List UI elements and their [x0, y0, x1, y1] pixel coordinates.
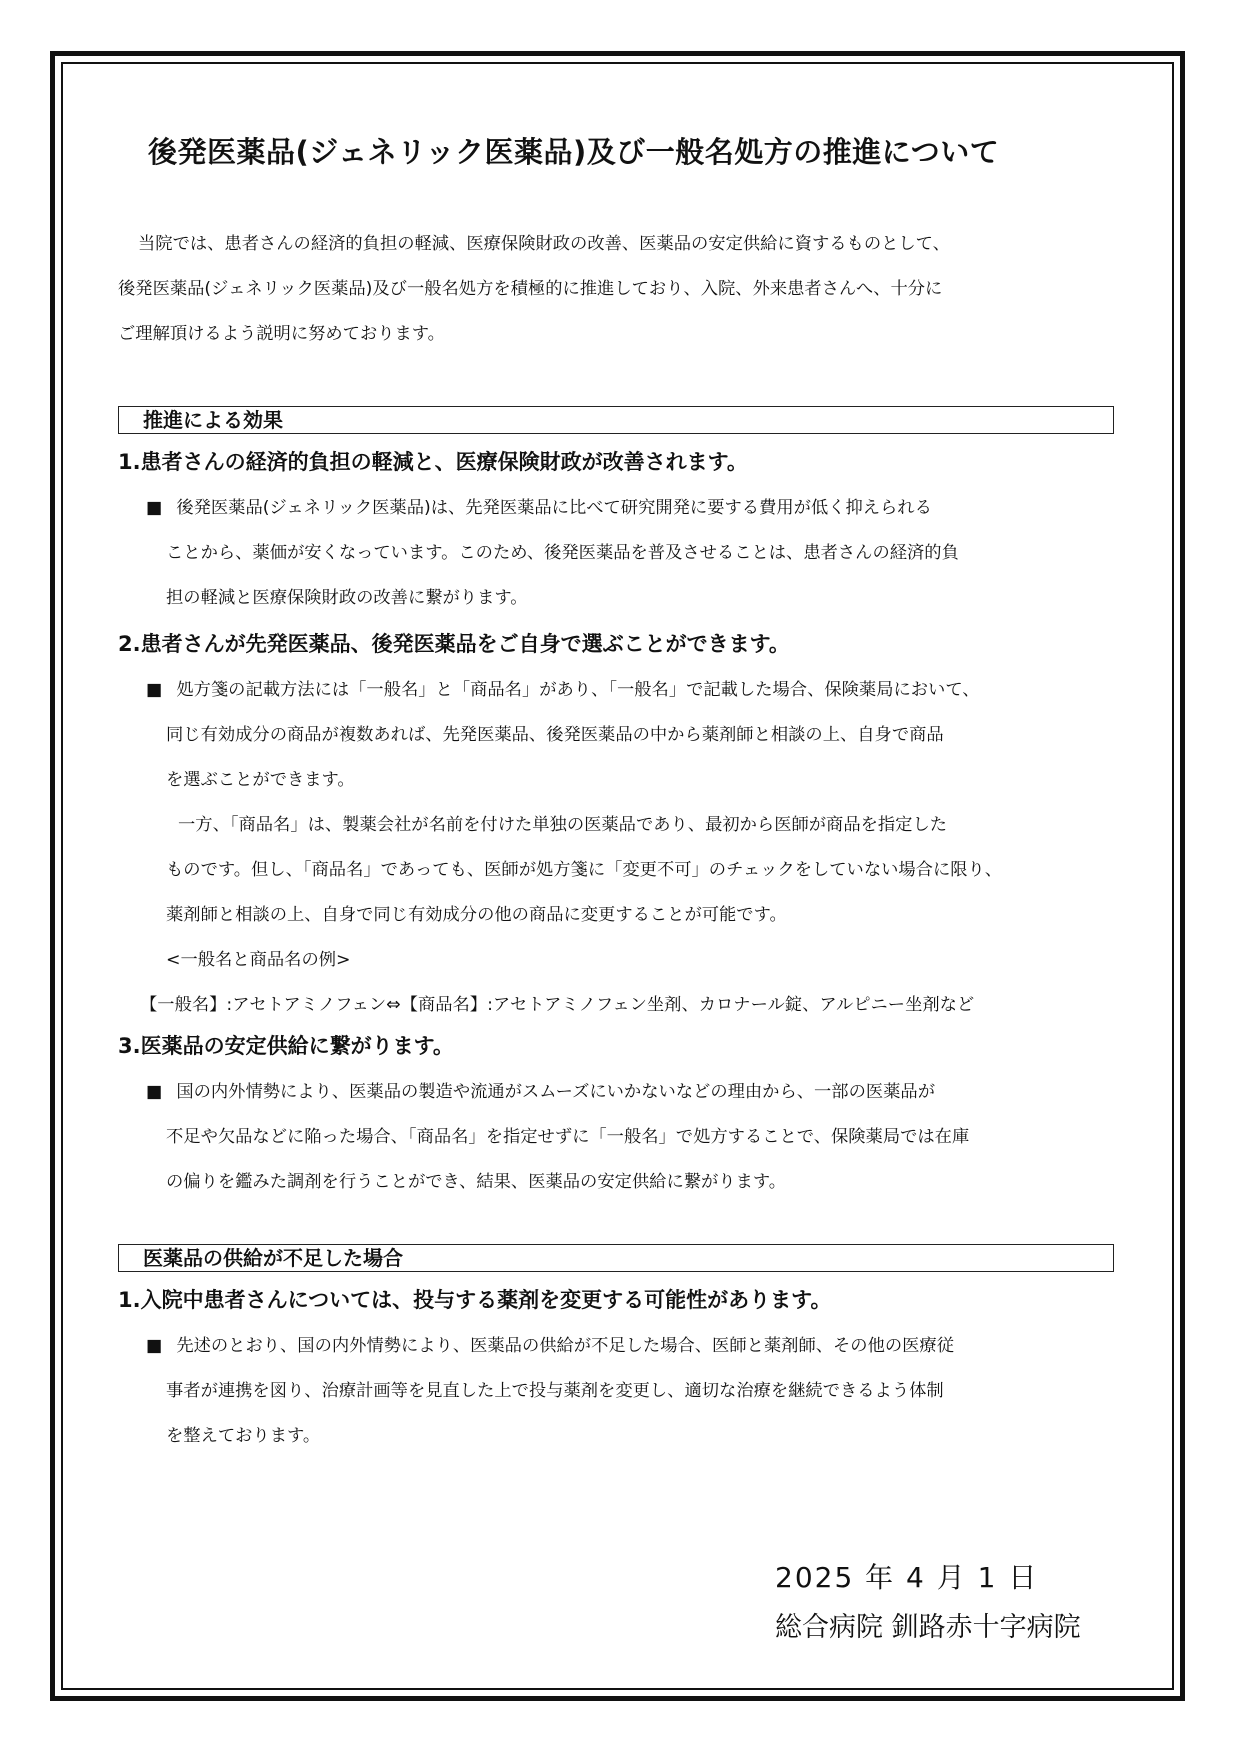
paragraph-line: 薬剤師と相談の上、自身で同じ有効成分の他の商品に変更することが可能です。	[166, 905, 787, 925]
paragraph-line: 同じ有効成分の商品が複数あれば、先発医薬品、後発医薬品の中から薬剤師と相談の上、自身で商品	[166, 725, 944, 745]
paragraph-3	[146, 1070, 1126, 1205]
paragraph-line: ■ 先述のとおり、国の内外情勢により、医薬品の供給が不足した場合、医師と薬剤師、その他の医療従	[146, 1336, 954, 1356]
bullet-icon: ■	[146, 1082, 163, 1102]
example-line: 【一般名】:アセトアミノフェン⇔【商品名】:アセトアミノフェン坐剤、カロナール錠、アルピニー坐剤など	[140, 995, 975, 1015]
bullet-icon: ■	[146, 1336, 163, 1356]
paragraph-line: ■ 国の内外情勢により、医薬品の製造や流通がスムーズにいかないなどの理由から、一部の医薬品が	[146, 1082, 935, 1102]
heading-shortage-1: 1.入院中患者さんについては、投与する薬剤を変更する可能性があります。	[118, 1288, 832, 1312]
example-caption: <一般名と商品名の例>	[166, 950, 351, 970]
paragraph-line: 事者が連携を図り、治療計画等を見直した上で投与薬剤を変更し、適切な治療を継続できるよう体制	[166, 1381, 944, 1401]
intro-line: ご理解頂けるよう説明に努めております。	[118, 324, 445, 344]
paragraph-line: 一方、「商品名」は、製薬会社が名前を付けた単独の医薬品であり、最初から医師が商品を指定した	[178, 815, 948, 835]
paragraph-line: を選ぶことができます。	[166, 770, 355, 790]
paragraph-line: ■ 処方箋の記載方法には「一般名」と「商品名」があり、「一般名」で記載した場合、保険薬局において、	[146, 680, 980, 700]
paragraph-line: ことから、薬価が安くなっています。このため、後発医薬品を普及させることは、患者さんの経済的負	[166, 543, 959, 563]
issue-date: 2025 年 4 月 1 日	[775, 1561, 1039, 1594]
paragraph-line: の偏りを鑑みた調剤を行うことができ、結果、医薬品の安定供給に繋がります。	[166, 1172, 787, 1192]
bullet-icon: ■	[146, 680, 163, 700]
paragraph-line: 不足や欠品などに陥った場合、「商品名」を指定せずに「一般名」で処方することで、保険薬局では在庫	[166, 1127, 970, 1147]
page-title: 後発医薬品(ジェネリック医薬品)及び一般名処方の推進について	[148, 135, 1000, 169]
paragraph-line: ものです。但し、「商品名」であっても、医師が処方箋に「変更不可」のチェックをしていない場合に限り、	[166, 860, 1003, 880]
intro-line: 当院では、患者さんの経済的負担の軽減、医療保険財政の改善、医薬品の安定供給に資するものとして、	[138, 234, 950, 254]
paragraph-shortage	[146, 1324, 1126, 1459]
section-box-shortage: 医薬品の供給が不足した場合	[118, 1244, 1114, 1272]
heading-1: 1.患者さんの経済的負担の軽減と、医療保険財政が改善されます。	[118, 450, 748, 474]
heading-2: 2.患者さんが先発医薬品、後発医薬品をご自身で選ぶことができます。	[118, 632, 790, 656]
paragraph-line: ■ 後発医薬品(ジェネリック医薬品)は、先発医薬品に比べて研究開発に要する費用が低く抑えられる	[146, 498, 932, 518]
paragraph-line: を整えております。	[166, 1426, 321, 1446]
intro-line: 後発医薬品(ジェネリック医薬品)及び一般名処方を積極的に推進しており、入院、外来患者さんへ、十分に	[118, 279, 943, 299]
paragraph-line: 担の軽減と医療保険財政の改善に繋がります。	[166, 588, 528, 608]
paragraph-1	[146, 486, 1126, 621]
intro-paragraph	[118, 222, 1128, 357]
section-box-effects: 推進による効果	[118, 406, 1114, 434]
paragraph-2	[140, 668, 1126, 1028]
heading-3: 3.医薬品の安定供給に繋がります。	[118, 1034, 454, 1058]
organization-name: 総合病院 釧路赤十字病院	[775, 1612, 1081, 1643]
bullet-icon: ■	[146, 498, 163, 518]
